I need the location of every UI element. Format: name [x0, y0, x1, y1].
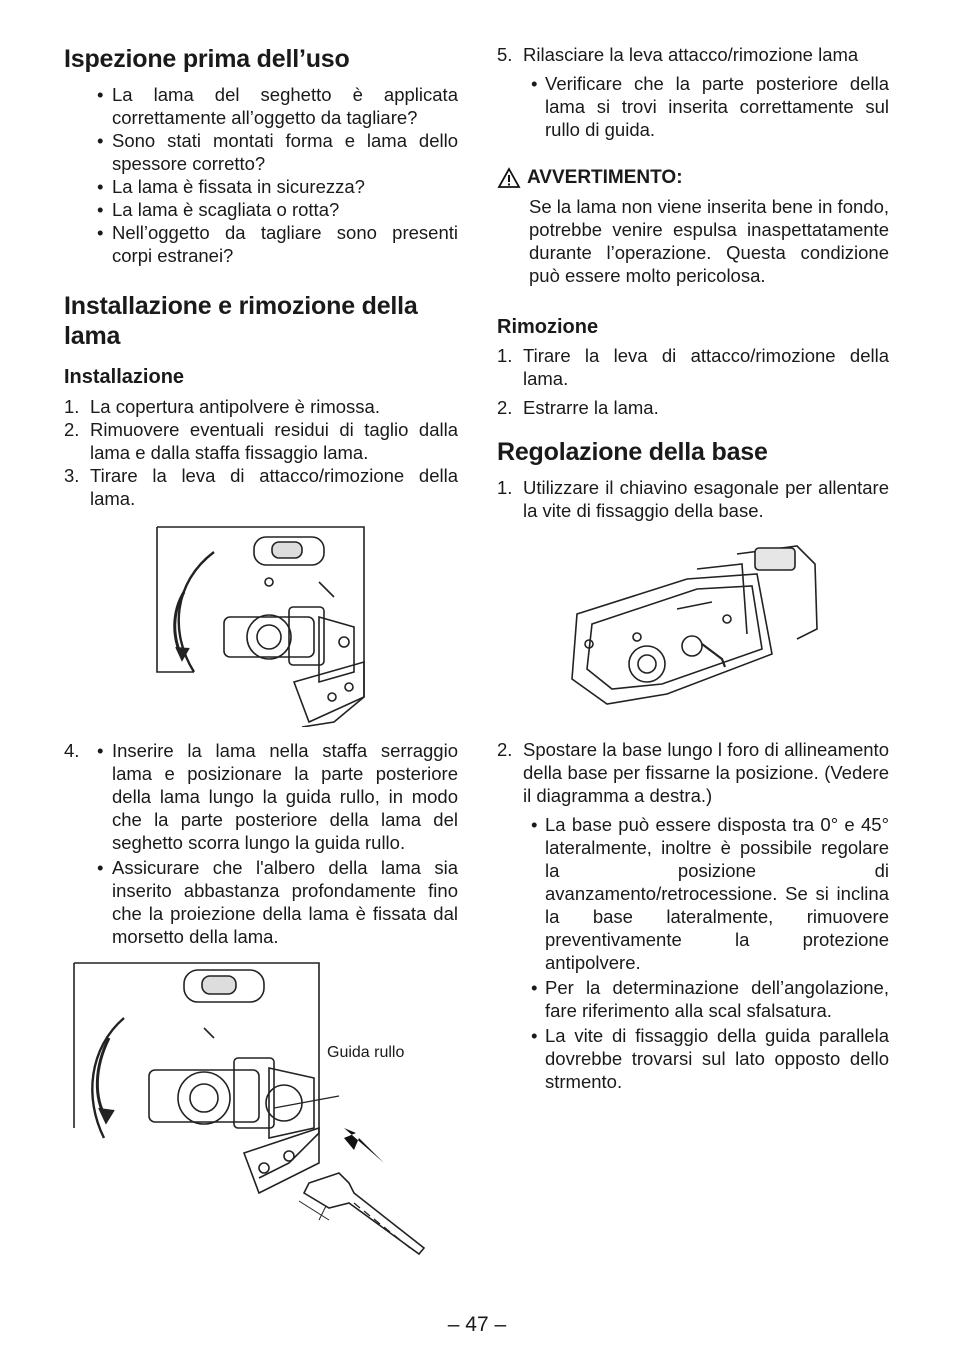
list-item: 1. Tirare la leva di attacco/rimozione della lama. — [497, 345, 889, 389]
list-item: 2. Estrarre la lama. — [497, 397, 659, 418]
base-step2 — [497, 738, 889, 1093]
blade-insert-figure — [64, 958, 458, 1278]
warning-box — [497, 167, 889, 287]
list-item: • La lama è fissata in sicurezza? — [64, 175, 458, 198]
list-item: 1. La copertura antipolvere è rimossa. — [64, 396, 380, 417]
warning-text: Se la lama non viene inserita bene in fondo, potrebbe venire espulsa inaspettatamente durante l’operazione. Questa condizione può essere molto pericolosa. — [529, 196, 889, 286]
install-heading: Installazione e rimozione della lama — [64, 292, 418, 350]
install-steps — [64, 395, 458, 510]
list-item: 2. Rimuovere eventuali residui di taglio dalla lama e dalla staffa fissaggio lama. — [64, 419, 458, 463]
inspection-heading: Ispezione prima dell’uso — [64, 45, 350, 73]
base-adjust-figure — [497, 534, 889, 724]
list-item: 3. Tirare la leva di attacco/rimozione della lama. — [64, 465, 458, 509]
warning-triangle-icon — [497, 167, 521, 189]
base-step1 — [497, 476, 889, 522]
removal-steps — [497, 344, 889, 419]
install-step4 — [64, 739, 458, 948]
base-heading: Regolazione della base — [497, 438, 768, 466]
blade-holder-figure — [64, 522, 458, 727]
list-item: • La vite di fissaggio della guida parallela dovrebbe trovarsi sul lato opposto dello strmento. — [523, 1024, 889, 1093]
left-column — [64, 40, 458, 1278]
list-item: 5. Rilasciare la leva attacco/rimozione lama • Verificare che la parte posteriore della lama si trovi inserita correttamente sul rullo di guida. — [497, 43, 889, 141]
list-item: • La lama è scagliata o rotta? — [64, 198, 458, 221]
page-number: – 47 – — [447, 1313, 507, 1336]
list-item: • Verificare che la parte posteriore della lama si trovi inserita correttamente sul rullo di guida. — [523, 72, 889, 141]
list-item: • Per la determinazione dell’angolazione, fare riferimento alla scal sfalsatura. — [523, 976, 889, 1022]
inspection-list — [64, 83, 458, 267]
roller-guide-label: Guida rullo — [327, 1044, 405, 1061]
list-item: 4. • Inserire la lama nella staffa serraggio lama e posizionare la parte posteriore della lama lungo la guida rullo, in modo che la parte posteriore della lama del seghetto scorra lungo la guida rullo. • Assicurare che l'albero della lama sia inserito abbastanza profondamente fino che la proiezione della lama è fissata dal morsetto della lama. — [64, 739, 458, 948]
list-item: • La base può essere disposta tra 0° e 45° lateralmente, inoltre è possibile regolare la posizione di avanzamento/retrocessione. Se si inclina la base lateralmente, rimuovere preventivamente la protezione antipolvere. — [523, 813, 889, 974]
list-item: 2. Spostare la base lungo l foro di allineamento della base per fissarne la posizione. (Vedere il diagramma a destra.) • La base può essere disposta tra 0° e 45° lateralmente, inoltre è possibile regolare la posizione di avanzamento/retrocessione. Se si inclina la base lateralmente, rimuovere preventivamente la protezione antipolvere. • Per la determinazione dell’angolazione, fare riferimento alla scal sfalsatura. • La vite di fissaggio della guida parallela dovrebbe trovarsi sul lato opposto dello strmento. — [497, 738, 889, 1093]
install-subheading: Installazione — [64, 366, 185, 388]
install-step5 — [497, 43, 889, 141]
list-item: • La lama del seghetto è applicata correttamente all’oggetto da tagliare? — [64, 83, 458, 129]
list-item: • Sono stati montati forma e lama dello spessore corretto? — [64, 129, 458, 175]
removal-heading: Rimozione — [497, 316, 599, 338]
right-column — [497, 40, 889, 1093]
list-item: • Nell’oggetto da tagliare sono presenti corpi estranei? — [64, 221, 458, 267]
list-item: 1. Utilizzare il chiavino esagonale per allentare la vite di fissaggio della base. — [497, 477, 889, 521]
list-item: • Inserire la lama nella staffa serraggio lama e posizionare la parte posteriore della lama lungo la guida rullo, in modo che la parte posteriore della lama del seghetto scorra lungo la guida rullo. — [64, 739, 458, 854]
warning-title: AVVERTIMENTO: — [527, 167, 683, 188]
list-item: • Assicurare che l'albero della lama sia inserito abbastanza profondamente fino che la proiezione della lama è fissata dal morsetto della lama. — [64, 856, 458, 948]
